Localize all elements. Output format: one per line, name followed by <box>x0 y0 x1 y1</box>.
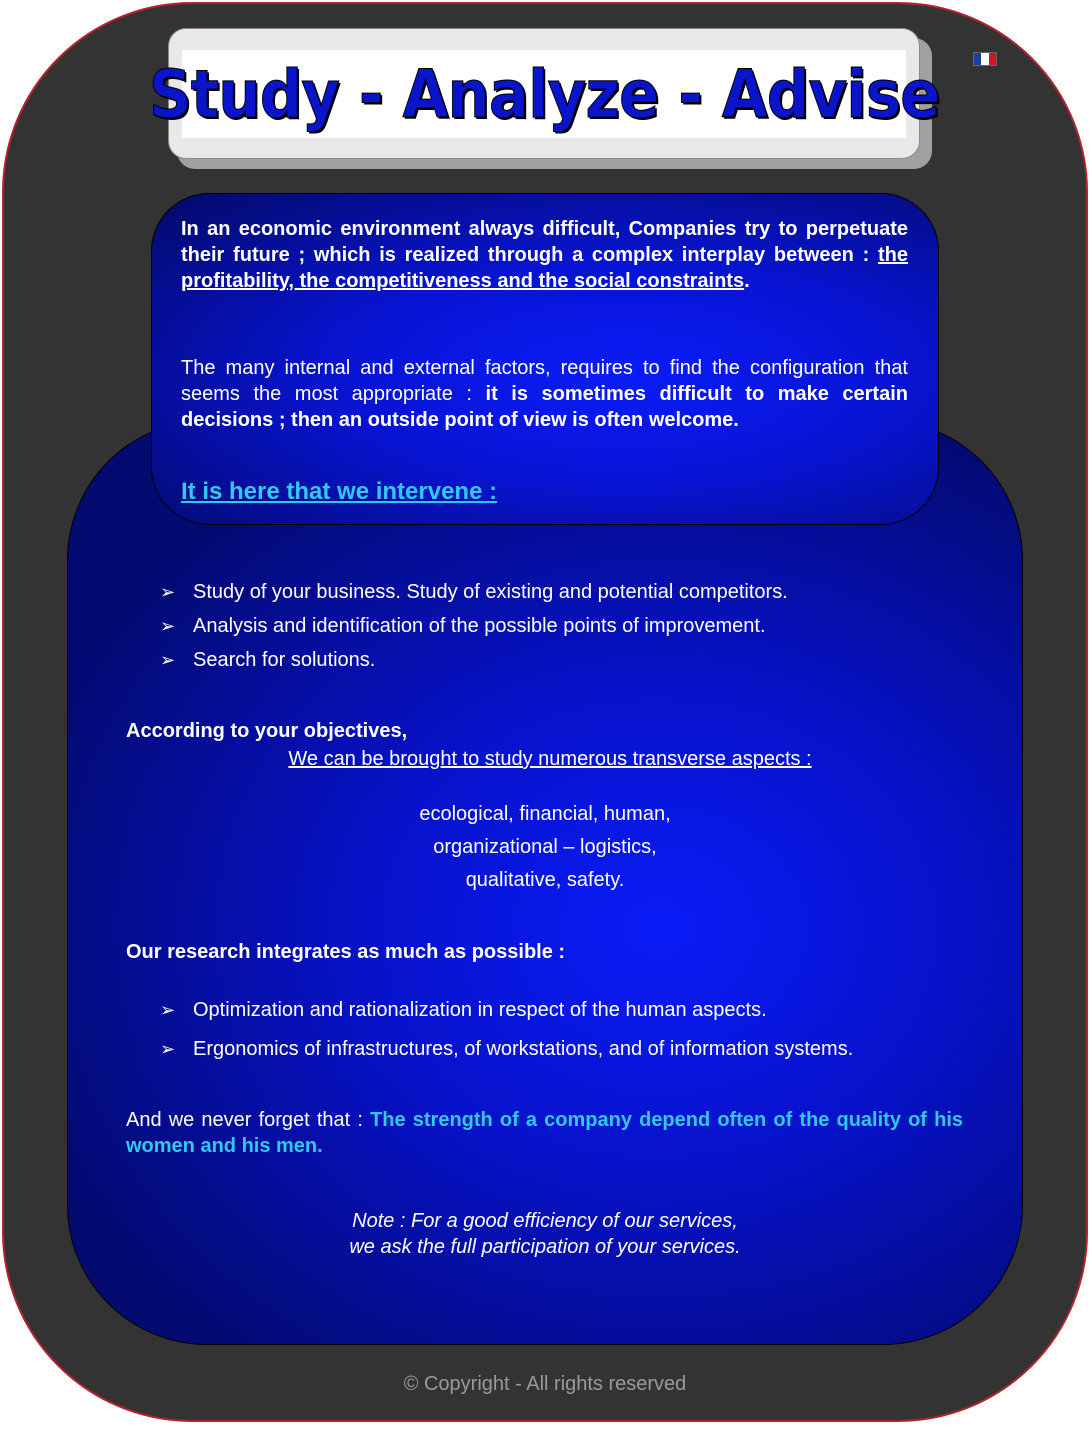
flag-stripe-red <box>989 53 996 65</box>
arrow-bullet-icon: ➢ <box>160 650 176 670</box>
arrow-bullet-icon: ➢ <box>160 616 176 636</box>
intro-p1-end: . <box>744 270 750 292</box>
arrow-bullet-icon: ➢ <box>160 582 176 602</box>
copyright-footer: © Copyright - All rights reserved <box>403 1373 687 1395</box>
note-line: Note : For a good efficiency of our services, <box>352 1210 738 1232</box>
list-item <box>160 1030 853 1069</box>
note <box>0 1208 1090 1260</box>
list-item <box>160 643 788 677</box>
intro-paragraph-1 <box>181 216 908 294</box>
title-inner <box>148 50 940 138</box>
page-title: Study - Analyze - Advise <box>148 55 940 133</box>
note-line: we ask the full participation of your services. <box>349 1236 741 1258</box>
french-flag-icon[interactable] <box>973 52 997 66</box>
list-item <box>160 609 788 643</box>
arrow-bullet-icon: ➢ <box>160 1000 176 1020</box>
list-item <box>160 575 788 609</box>
intro-p2-text: The many internal and external factors, requires to find the configuration that seems the most appropriate : <box>181 357 908 405</box>
aspects-list <box>0 798 1090 897</box>
intro-p1-text: In an economic environment always difficult, Companies try to perpetuate their future ; which is realized through a complex interplay between : <box>181 218 908 266</box>
service-text: Study of your business. Study of existing and potential competitors. <box>193 581 788 603</box>
objectives-subheading: We can be brought to study numerous transverse aspects : <box>288 748 812 770</box>
research-heading: Our research integrates as much as possible : <box>126 941 566 963</box>
conclusion-highlight: The strength of a company depend often of the quality of his women and his men. <box>126 1109 963 1157</box>
intro-paragraph-2 <box>181 355 908 433</box>
research-text: Ergonomics of infrastructures, of workstations, and of information systems. <box>193 1038 854 1060</box>
flag-stripe-white <box>981 53 988 65</box>
service-text: Analysis and identification of the possible points of improvement. <box>193 615 766 637</box>
research-text: Optimization and rationalization in respect of the human aspects. <box>193 999 767 1021</box>
arrow-bullet-icon: ➢ <box>160 1039 176 1059</box>
services-list <box>160 575 788 677</box>
list-item <box>160 991 853 1030</box>
conclusion-lead: And we never forget that : <box>126 1109 371 1131</box>
intro-p2-bold: it is sometimes difficult to make certain decisions ; then an outside point of view is often welcome. <box>181 383 908 431</box>
service-text: Search for solutions. <box>193 649 376 671</box>
objectives-heading: According to your objectives, <box>126 720 408 742</box>
intervene-link[interactable]: It is here that we intervene : <box>181 478 498 505</box>
conclusion-paragraph <box>126 1107 963 1159</box>
flag-stripe-blue <box>974 53 981 65</box>
aspect-line: ecological, financial, human, <box>419 803 671 825</box>
title-banner <box>148 28 940 159</box>
intro-p1-underlined: the profitability, the competitiveness and the social constraints <box>181 244 908 292</box>
research-list <box>160 991 853 1069</box>
aspect-line: qualitative, safety. <box>465 869 625 891</box>
aspect-line: organizational – logistics, <box>433 836 657 858</box>
